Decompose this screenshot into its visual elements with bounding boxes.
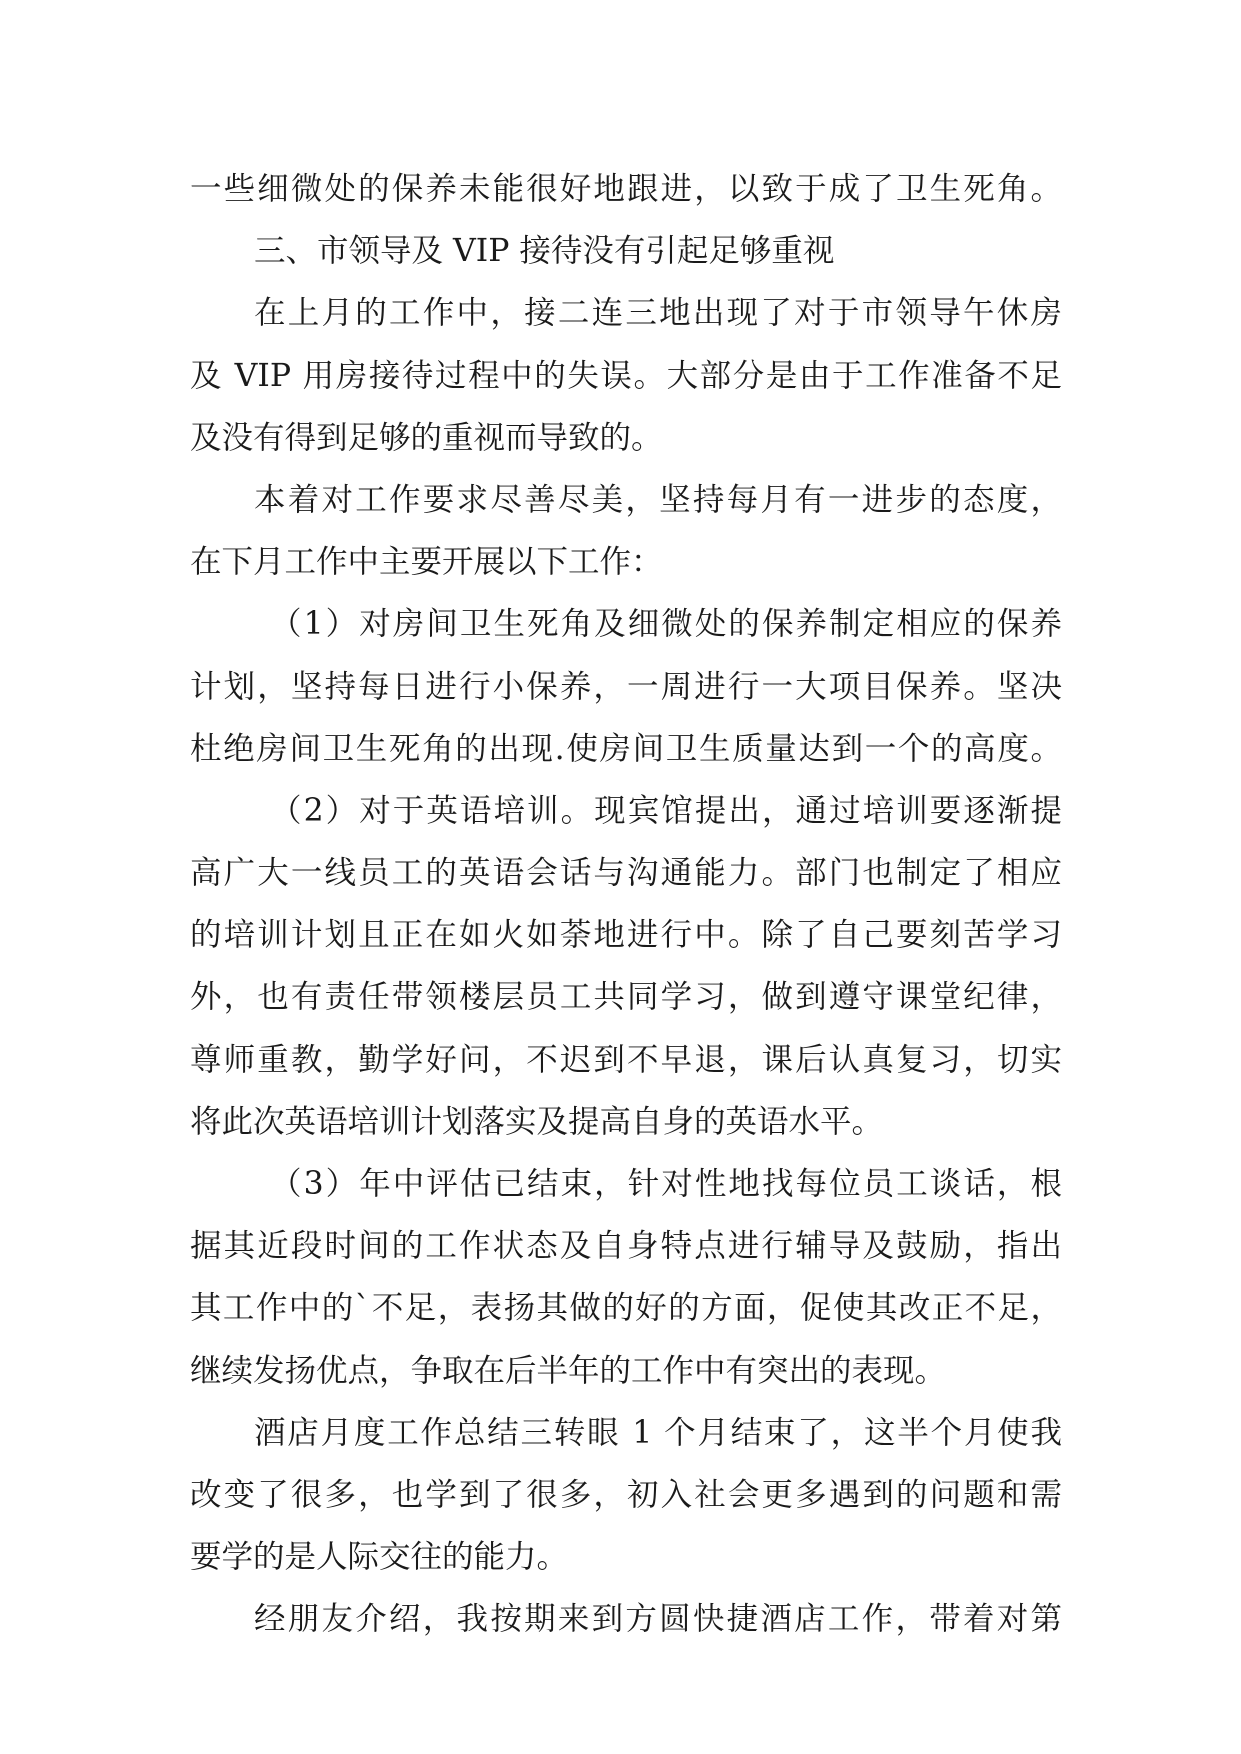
text-line: 尊师重教，勤学好问，不迟到不早退，课后认真复习，切实	[190, 1041, 1062, 1078]
text-line: 一些细微处的保养未能很好地跟进，以致于成了卫生死角。	[190, 171, 1062, 207]
text-line: 计划，坚持每日进行小保养，一周进行一大项目保养。坚决	[190, 668, 1062, 705]
text-line: 在上月的工作中，接二连三地出现了对于市领导午休房	[254, 295, 1062, 332]
text-line: 的培训计划且正在如火如荼地进行中。除了自己要刻苦学习	[190, 917, 1062, 954]
list-item-line: （2）对于英语培训。现宾馆提出，通过培训要逐渐提	[270, 792, 1062, 829]
text-line: 据其近段时间的工作状态及自身特点进行辅导及鼓励，指出	[190, 1228, 1062, 1265]
text-line: 将此次英语培训计划落实及提高自身的英语水平。	[190, 1103, 884, 1140]
text-line: 及没有得到足够的重视而导致的。	[190, 419, 663, 456]
section-heading: 三、市领导及 VIP 接待没有引起足够重视	[254, 233, 835, 270]
list-item-line: （1）对房间卫生死角及细微处的保养制定相应的保养	[270, 606, 1062, 643]
text-line: 在下月工作中主要开展以下工作：	[190, 544, 663, 581]
document-body	[190, 158, 1062, 1651]
list-item-line: （3）年中评估已结束，针对性地找每位员工谈话，根	[270, 1166, 1062, 1202]
text-line: 要学的是人际交往的能力。	[190, 1539, 569, 1576]
text-line: 本着对工作要求尽善尽美，坚持每月有一进步的态度，	[254, 481, 1062, 518]
text-line: 杜绝房间卫生死角的出现.使房间卫生质量达到一个的高度。	[190, 730, 1062, 767]
text-line: 其工作中的`不足，表扬其做的好的方面，促使其改正不足，	[190, 1290, 1062, 1327]
text-line: 及 VIP 用房接待过程中的失误。大部分是由于工作准备不足	[190, 357, 1062, 394]
text-line: 继续发扬优点，争取在后半年的工作中有突出的表现。	[190, 1352, 947, 1389]
text-line: 外，也有责任带领楼层员工共同学习，做到遵守课堂纪律，	[190, 979, 1062, 1016]
text-line: 高广大一线员工的英语会话与沟通能力。部门也制定了相应	[190, 855, 1062, 892]
text-line: 酒店月度工作总结三转眼 1 个月结束了，这半个月使我	[254, 1414, 1062, 1451]
text-line: 改变了很多，也学到了很多，初入社会更多遇到的问题和需	[190, 1476, 1062, 1513]
text-line: 经朋友介绍，我按期来到方圆快捷酒店工作，带着对第	[254, 1601, 1062, 1638]
